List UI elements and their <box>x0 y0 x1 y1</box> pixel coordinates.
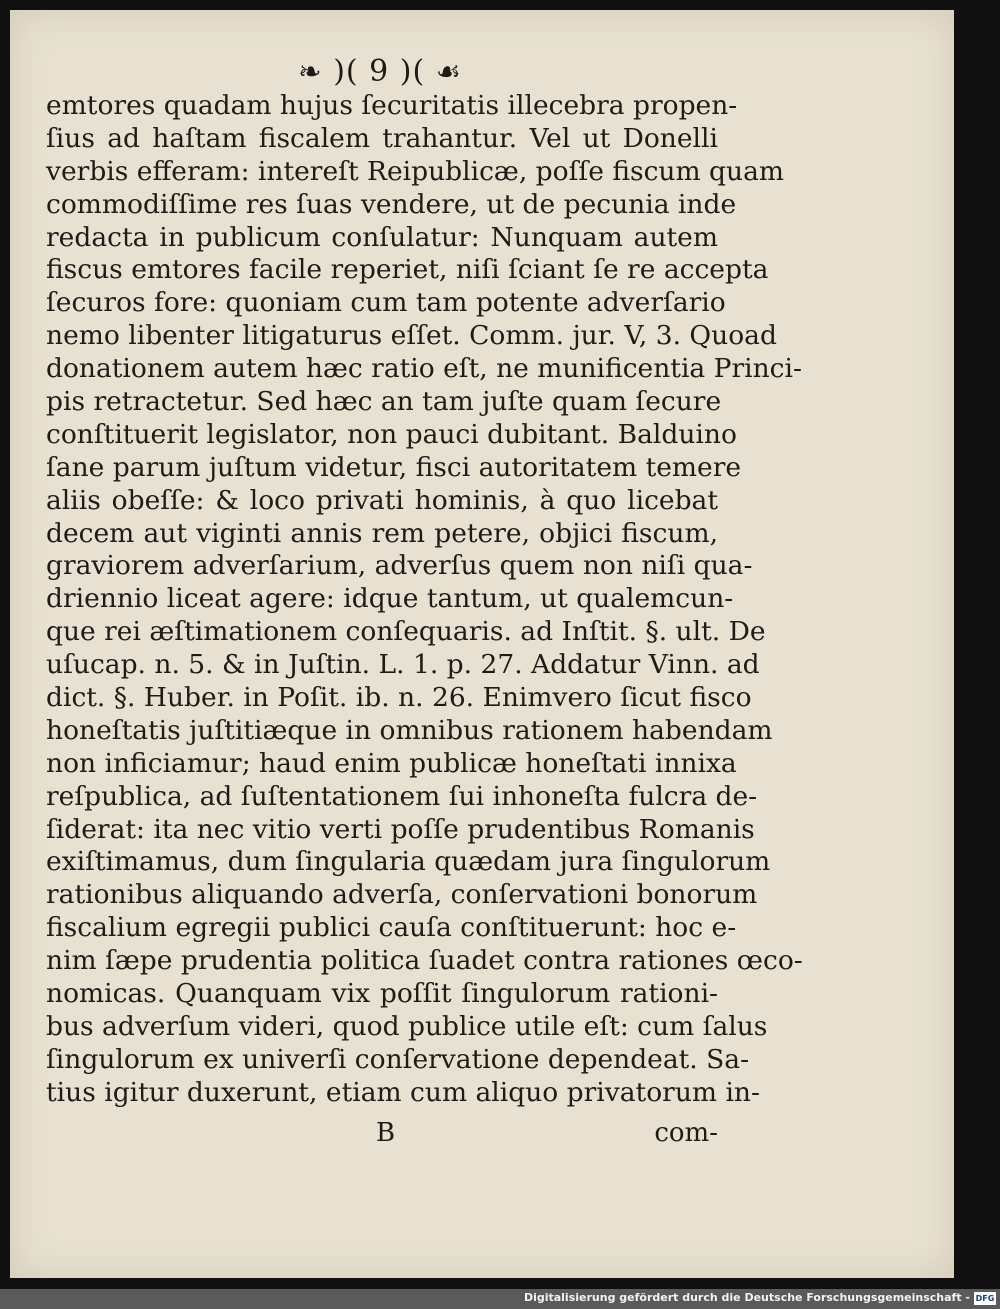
text-line: fiscalium egregii publici cauſa conſtituerunt: hoc e- <box>46 912 737 944</box>
text-line: non inficiamur; haud enim publicæ honeſtati innixa <box>46 747 737 779</box>
book-page <box>10 10 954 1278</box>
dfg-logo: DFG <box>975 1294 995 1303</box>
text-line: que rei æſtimationem conſequaris. ad Inſtit. §. ult. De <box>46 616 766 648</box>
text-line: aliis obeſſe: & loco privati hominis, à quo licebat <box>46 484 718 516</box>
funding-credit: Digitalisierung gefördert durch die Deutsche Forschungsgemeinschaft - <box>523 1291 970 1304</box>
text-line: emtores quadam hujus ſecuritatis illecebra propen- <box>46 90 738 121</box>
text-line: graviorem adverſarium, adverſus quem non niſi qua- <box>46 550 753 582</box>
text-line: nemo libenter litigaturus eſſet. Comm. jur. V, 3. Quoad <box>46 320 777 352</box>
body-text <box>46 90 803 1110</box>
right-fleuron-icon: ☙ <box>435 55 462 88</box>
text-line: decem aut viginti annis rem petere, objici fiscum, <box>46 517 718 549</box>
catchword: com- <box>654 1118 718 1148</box>
text-line: redacta in publicum conſulatur: Nunquam autem <box>46 221 718 253</box>
text-line: uſucap. n. 5. & in Juſtin. L. 1. p. 27. Addatur Vinn. ad <box>46 649 760 681</box>
text-line: ſingulorum ex univerſi conſervatione dependeat. Sa- <box>46 1043 750 1075</box>
text-line: ſecuros fore: quoniam cum tam potente adverſario <box>46 287 726 319</box>
text-line: commodiſſime res ſuas vendere, ut de pecunia inde <box>46 188 737 220</box>
page-footer <box>46 1118 718 1152</box>
text-line: verbis efferam: intereſt Reipublicæ, poſſe fiscum quam <box>46 155 785 187</box>
text-line: exiſtimamus, dum ſingularia quædam jura ſingulorum <box>46 846 771 878</box>
text-line: ſiderat: ita nec vitio verti poſſe prudentibus Romanis <box>46 813 755 845</box>
text-line: donationem autem hæc ratio eſt, ne munificentia Princi- <box>46 353 802 385</box>
text-line: ſane parum juſtum videtur, fisci autoritatem temere <box>46 451 742 483</box>
text-line: pis retractetur. Sed hæc an tam juſte quam ſecure <box>46 386 722 418</box>
text-line: ſius ad haſtam fiscalem trahantur. Vel ut Donelli <box>46 122 718 154</box>
text-line: reſpublica, ad ſuſtentationem ſui inhoneſta fulcra de- <box>46 780 758 812</box>
text-line: conſtituerit legislator, non pauci dubitant. Balduino <box>46 418 737 450</box>
text-line: driennio liceat agere: idque tantum, ut qualemcun- <box>46 583 734 615</box>
text-line: bus adverſum videri, quod publice utile eſt: cum ſalus <box>46 1010 768 1042</box>
signature-mark: B <box>376 1118 396 1148</box>
left-fleuron-icon: ❧ <box>298 55 323 88</box>
text-line: tius igitur duxerunt, etiam cum aliquo privatorum in- <box>46 1076 760 1108</box>
text-line: dict. §. Huber. in Poſit. ib. n. 26. Enimvero ſicut fisco <box>46 682 752 714</box>
text-line: rationibus aliquando adverſa, conſervationi bonorum <box>46 879 758 911</box>
credit-bar <box>0 1289 1000 1309</box>
text-line: nim ſæpe prudentia politica ſuadet contra rationes œco- <box>46 945 803 977</box>
page-header <box>10 54 750 89</box>
page-number: )( 9 )( <box>333 54 426 89</box>
text-line: fiscus emtores facile reperiet, niſi ſciant ſe re accepta <box>46 254 769 286</box>
text-line: honeſtatis juſtitiæque in omnibus rationem habendam <box>46 714 773 746</box>
text-line: nomicas. Quanquam vix poſſit ſingulorum rationi- <box>46 978 718 1010</box>
